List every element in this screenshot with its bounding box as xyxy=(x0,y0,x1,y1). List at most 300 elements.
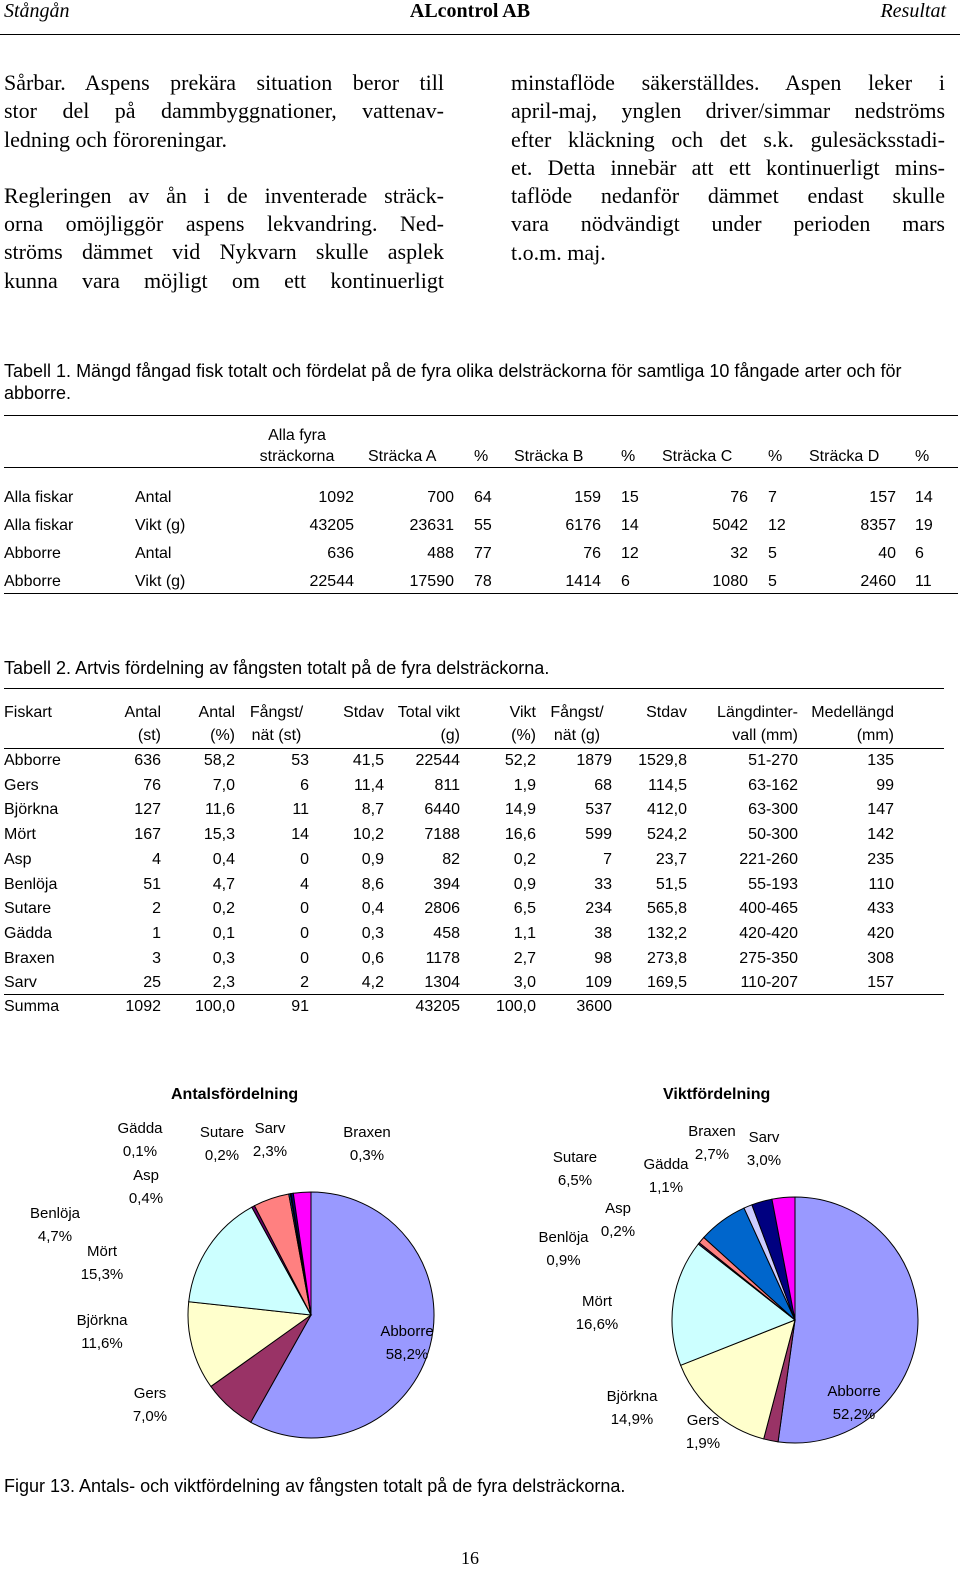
text-line: et. Detta innebär att ett kontinuerligt mins- xyxy=(511,154,945,180)
table-cell: 91 xyxy=(291,998,309,1015)
table-cell: 76 xyxy=(143,776,161,794)
table-cell: 76 xyxy=(583,545,601,562)
table-cell: 1178 xyxy=(425,949,460,967)
header-line: sträckorna xyxy=(259,448,335,465)
pie-label-value: 1,9% xyxy=(685,1435,721,1452)
pie-label-name: Sutare xyxy=(199,1124,245,1141)
header-line: Medellängd xyxy=(811,704,894,721)
text-line: taflöde nedanför dämmet endast skulle xyxy=(511,183,945,209)
table-row xyxy=(4,748,944,773)
table-cell: Alla fiskar xyxy=(4,517,74,534)
table-cell: 4,2 xyxy=(361,974,384,992)
table-row xyxy=(4,541,958,567)
pie-label-name: Asp xyxy=(605,1200,631,1217)
table2-header-cell xyxy=(84,701,161,747)
table-cell: 76 xyxy=(730,489,748,506)
table-cell: 6 xyxy=(621,573,630,590)
table-cell: 6176 xyxy=(565,517,601,534)
table-row xyxy=(4,946,944,971)
table-cell: Abborre xyxy=(4,752,61,769)
table-cell: 98 xyxy=(594,949,612,967)
table-cell: 1 xyxy=(152,924,161,942)
table-cell: 14 xyxy=(291,826,309,844)
table-cell: 33 xyxy=(594,875,612,893)
table-cell: 6440 xyxy=(424,801,460,819)
table-cell: 2 xyxy=(152,900,161,918)
table-cell: 0 xyxy=(300,924,309,942)
table-cell: Braxen xyxy=(4,949,55,967)
table1-header-c: Sträcka C xyxy=(662,448,733,465)
table-cell: 0,2 xyxy=(212,900,235,918)
table-cell: 99 xyxy=(876,776,894,794)
table1-header-pct-a: % xyxy=(474,448,489,465)
table2-header-cell xyxy=(616,701,687,747)
table-cell: 234 xyxy=(585,900,612,918)
table-cell: Björkna xyxy=(4,801,59,819)
table-cell: 6,5 xyxy=(513,900,536,918)
pie-label-value: 0,2% xyxy=(204,1147,240,1164)
table-cell: 0 xyxy=(300,850,309,868)
table-cell: 0,9 xyxy=(513,875,536,893)
table-cell: 565,8 xyxy=(646,900,687,918)
text-line: minstaflöde säkerställdes. Aspen leker i xyxy=(511,70,945,95)
header-line: (mm) xyxy=(856,727,894,744)
pie-label xyxy=(367,1320,447,1366)
table-cell: 43205 xyxy=(309,517,354,534)
table-cell: 420 xyxy=(867,924,894,942)
pie-label xyxy=(535,1146,615,1192)
pie-label-name: Sarv xyxy=(254,1120,286,1137)
header-line: Fångst/ xyxy=(249,704,304,721)
table-cell: 135 xyxy=(867,752,894,769)
table-cell: 55-193 xyxy=(748,875,798,893)
table-cell: Abborre xyxy=(4,545,61,562)
table-rule xyxy=(4,415,958,416)
header-line: nät (g) xyxy=(553,727,601,744)
table-rule xyxy=(4,467,958,468)
table1-header-pct-d: % xyxy=(915,448,930,465)
table-cell: 0,6 xyxy=(361,949,384,967)
pie-label-value: 0,4% xyxy=(128,1190,164,1207)
table-cell: 169,5 xyxy=(646,974,687,992)
table-cell: Antal xyxy=(135,489,172,506)
pie-label xyxy=(100,1117,180,1163)
pie-label xyxy=(734,1126,794,1172)
table-cell: 275-350 xyxy=(739,949,798,967)
table-cell: Summa xyxy=(4,998,60,1015)
pie-label-name: Abborre xyxy=(380,1323,434,1340)
table-cell: 221-260 xyxy=(739,850,798,868)
header-line: (%) xyxy=(210,727,235,744)
pie-label-name: Björkna xyxy=(606,1388,658,1405)
table-cell: 488 xyxy=(427,545,454,562)
header-center: ALcontrol AB xyxy=(409,0,531,22)
table-cell: Sarv xyxy=(4,974,37,992)
table2-caption xyxy=(4,657,949,679)
table2-header-cell xyxy=(694,701,798,747)
table1-header-b: Sträcka B xyxy=(514,448,584,465)
table-cell: 12 xyxy=(621,545,639,562)
table-cell: 22544 xyxy=(309,573,354,590)
paragraph-gap xyxy=(4,154,444,182)
table-cell: 110-207 xyxy=(740,974,798,992)
table1-header-pct-c: % xyxy=(768,448,783,465)
table-cell: 1092 xyxy=(125,998,161,1015)
table-cell: 1304 xyxy=(424,974,460,992)
table-cell: 16,6 xyxy=(504,826,536,844)
pie-label-name: Abborre xyxy=(827,1383,881,1400)
table-row xyxy=(4,994,944,1019)
pie-label xyxy=(106,1164,186,1210)
table-cell: 51,5 xyxy=(655,875,687,893)
table-cell: 0,3 xyxy=(212,949,235,967)
table-cell: 1529,8 xyxy=(638,752,687,769)
table2-caption-label: Tabell 2. xyxy=(4,658,72,678)
table-cell: 2806 xyxy=(424,900,460,918)
table1-header-d: Sträcka D xyxy=(809,448,880,465)
body-text-left-column xyxy=(4,69,444,295)
table-cell: 5 xyxy=(768,545,777,562)
pie-label-name: Gers xyxy=(686,1412,720,1429)
table-cell: 1080 xyxy=(712,573,748,590)
table-cell: 12 xyxy=(768,517,786,534)
text-line: Regleringen av ån i de inventerade sträck- xyxy=(4,182,444,208)
table-cell: 394 xyxy=(433,875,460,893)
header-line: Längdinter- xyxy=(717,704,798,721)
pie-label-name: Mört xyxy=(87,1243,117,1260)
table-cell: 17590 xyxy=(409,573,454,590)
table-cell: 0,2 xyxy=(513,850,536,868)
pie-label xyxy=(62,1309,142,1355)
table-cell: 55 xyxy=(474,517,492,534)
table-cell: 0,1 xyxy=(212,924,235,942)
header-line: Fångst/ xyxy=(550,704,604,721)
table-cell: 14,9 xyxy=(504,801,536,819)
text-line: vara nödvändigt under perioden mars xyxy=(511,211,945,237)
pie-label-value: 0,1% xyxy=(122,1143,158,1160)
table-cell: 0,4 xyxy=(212,850,235,868)
table-row xyxy=(4,970,944,995)
pie-label-name: Asp xyxy=(133,1167,159,1184)
pie-label xyxy=(663,1409,743,1455)
table-cell: Gers xyxy=(4,776,39,794)
table-cell: 3600 xyxy=(576,998,612,1015)
table-row xyxy=(4,773,944,798)
pie-label-name: Björkna xyxy=(76,1312,128,1329)
table-cell: Vikt (g) xyxy=(135,573,186,590)
table-cell: 6 xyxy=(300,776,309,794)
pie-label-value: 1,1% xyxy=(648,1179,684,1196)
table-cell: 7,0 xyxy=(212,776,235,794)
table-cell: 58,2 xyxy=(203,752,235,769)
table-cell: 51 xyxy=(143,875,161,893)
table2-header-cell xyxy=(542,701,612,747)
header-line: vall (mm) xyxy=(732,727,798,744)
table-cell: 77 xyxy=(474,545,492,562)
table-cell: 114,5 xyxy=(648,776,687,794)
table-cell: 8,7 xyxy=(361,801,384,819)
table-cell: 0,3 xyxy=(361,924,384,942)
pie1-title: Antalsfördelning xyxy=(171,1086,299,1103)
text-line: kunna vara möjligt om ett kontinuerligt xyxy=(4,267,444,293)
table-cell: 2,3 xyxy=(212,974,235,992)
table-cell: 235 xyxy=(867,850,894,868)
table-cell: 0,4 xyxy=(361,900,384,918)
table1-header-all xyxy=(247,425,347,467)
pie-label xyxy=(15,1202,95,1248)
table-row xyxy=(4,822,944,847)
table-cell: 636 xyxy=(134,752,161,769)
header-line: Stdav xyxy=(343,704,384,721)
table-cell: 50-300 xyxy=(748,826,798,844)
table-cell: 308 xyxy=(867,949,894,967)
pie-label-value: 4,7% xyxy=(37,1228,73,1245)
pie-label-value: 0,9% xyxy=(546,1252,581,1269)
pie2-title: Viktfördelning xyxy=(663,1086,771,1103)
pie-label-name: Mört xyxy=(582,1293,612,1310)
table-cell: 6 xyxy=(915,545,924,562)
table-cell: 0 xyxy=(300,900,309,918)
table-cell: 1879 xyxy=(576,752,612,769)
table-cell: 51-270 xyxy=(748,752,798,769)
table-cell: 0 xyxy=(300,949,309,967)
table1-caption-label: Tabell 1. xyxy=(4,361,72,381)
table-cell: 43205 xyxy=(415,998,460,1015)
table-cell: 63-300 xyxy=(748,801,798,819)
table-cell: 157 xyxy=(867,974,894,992)
table-cell: Abborre xyxy=(4,573,61,590)
pie-label-value: 58,2% xyxy=(385,1346,429,1363)
table-cell: 11 xyxy=(915,573,932,590)
pie-label-value: 7,0% xyxy=(132,1408,168,1425)
table-cell: Benlöja xyxy=(4,875,58,893)
table-cell: 100,0 xyxy=(194,998,235,1015)
text-line: Sårbar. Aspens prekära situation beror till xyxy=(4,70,444,95)
table-rule xyxy=(4,593,958,594)
table-cell: 25 xyxy=(143,974,161,992)
table-cell: 32 xyxy=(730,545,748,562)
table-cell: 63-162 xyxy=(748,776,798,794)
table-cell: 64 xyxy=(474,489,492,506)
table-cell: 3 xyxy=(152,949,161,967)
table-cell: 636 xyxy=(327,545,354,562)
table-cell: 2 xyxy=(300,974,309,992)
pie-label-name: Braxen xyxy=(688,1123,736,1140)
table-cell: 2,7 xyxy=(513,949,536,967)
pie-chart-vikt xyxy=(0,0,1,1)
table-cell: 7 xyxy=(603,850,612,868)
table-cell: 100,0 xyxy=(495,998,536,1015)
pie-label-value: 16,6% xyxy=(575,1316,619,1333)
table-cell: 8357 xyxy=(860,517,896,534)
table1-header-pct-b: % xyxy=(621,448,636,465)
header-line: Stdav xyxy=(646,704,687,721)
table-cell: 599 xyxy=(585,826,612,844)
table-cell: 412,0 xyxy=(646,801,687,819)
pie-label-value: 0,2% xyxy=(600,1223,636,1240)
table-cell: 41,5 xyxy=(352,752,384,769)
table-cell: 4 xyxy=(300,875,309,893)
table-cell: Mört xyxy=(4,826,36,844)
table-cell: 147 xyxy=(867,801,894,819)
text-line: ledning och föroreningar. xyxy=(4,126,227,152)
header-line: Antal xyxy=(124,704,161,721)
pie-label-name: Gers xyxy=(133,1385,167,1402)
table2-header-cell xyxy=(804,701,894,747)
table-cell: 11 xyxy=(292,801,309,819)
table-cell: 53 xyxy=(291,752,309,769)
pie-label-value: 2,3% xyxy=(252,1143,288,1160)
pie-label-name: Benlöja xyxy=(29,1205,81,1222)
table-cell: Antal xyxy=(135,545,172,562)
table-row xyxy=(4,569,958,595)
table-cell: 1414 xyxy=(565,573,601,590)
table-cell: 40 xyxy=(878,545,896,562)
table-cell: 14 xyxy=(915,489,933,506)
table1-caption xyxy=(4,360,949,404)
pie-label-value: 11,6% xyxy=(81,1335,123,1352)
header-line: Antal xyxy=(198,704,235,721)
table-cell: 19 xyxy=(915,517,933,534)
header-line: (st) xyxy=(137,727,161,744)
table2-header-cell xyxy=(462,701,536,747)
table-rule xyxy=(4,688,944,689)
table-cell: 524,2 xyxy=(646,826,687,844)
table-cell: 23,7 xyxy=(655,850,687,868)
table2-header-cell xyxy=(312,701,384,747)
table-cell: 127 xyxy=(134,801,161,819)
table1-header-a: Sträcka A xyxy=(368,448,437,465)
table-cell: Vikt (g) xyxy=(135,517,186,534)
table-row xyxy=(4,485,958,511)
table-cell: Alla fiskar xyxy=(4,489,74,506)
text-line: t.o.m. maj. xyxy=(511,239,606,265)
text-line: ströms dämmet vid Nykvarn skulle asplek xyxy=(4,239,444,265)
table-cell: 0,9 xyxy=(361,850,384,868)
table-cell: 14 xyxy=(621,517,639,534)
pie-label xyxy=(557,1290,637,1336)
table-cell: 7 xyxy=(768,489,777,506)
table-cell: Gädda xyxy=(4,924,53,942)
table-cell: 109 xyxy=(585,974,612,992)
pie-label xyxy=(110,1382,190,1428)
table-cell: 11,6 xyxy=(205,801,235,819)
table-cell: Asp xyxy=(4,850,32,868)
header-line: (%) xyxy=(511,727,536,744)
table-rule xyxy=(4,994,944,995)
table-cell: 5042 xyxy=(712,517,748,534)
table-cell: 78 xyxy=(474,573,492,590)
pie-label xyxy=(240,1117,300,1163)
table-cell: 537 xyxy=(585,801,612,819)
table-cell: 811 xyxy=(434,776,460,794)
table-cell: 458 xyxy=(433,924,460,942)
table-cell: 400-465 xyxy=(739,900,798,918)
pie-label xyxy=(327,1121,407,1167)
table-cell: 4 xyxy=(152,850,161,868)
figure-caption: Figur 13. Antals- och viktfördelning av fångsten totalt på de fyra delsträckorna. xyxy=(4,1476,626,1496)
table-cell: 10,2 xyxy=(352,826,384,844)
table-cell: 420-420 xyxy=(739,924,798,942)
table-cell: 1092 xyxy=(318,489,354,506)
table-cell: 4,7 xyxy=(212,875,235,893)
pie-label-name: Sarv xyxy=(748,1129,780,1146)
header-line xyxy=(616,724,687,747)
table-row xyxy=(4,513,958,539)
text-line: efter kläckning och det s.k. gulesäcksstadi- xyxy=(511,126,945,152)
table-cell: 11,4 xyxy=(354,776,384,794)
table-row xyxy=(4,847,944,872)
table-row xyxy=(4,896,944,921)
table1-caption-text: Mängd fångad fisk totalt och fördelat på de fyra olika delsträckorna för samtliga 10 fångade arter och för abborre. xyxy=(4,361,902,403)
pie-label-name: Sutare xyxy=(552,1149,598,1166)
pie-label-name: Braxen xyxy=(343,1124,391,1141)
table-cell: 15 xyxy=(621,489,639,506)
pie-label xyxy=(592,1385,672,1431)
header-line: Alla fyra xyxy=(268,427,326,444)
table-cell: 23631 xyxy=(409,517,454,534)
pie-label-name: Gädda xyxy=(643,1156,689,1173)
table2-header-cell xyxy=(244,701,309,747)
table-cell: 68 xyxy=(594,776,612,794)
table2-caption-text: Artvis fördelning av fångsten totalt på de fyra delsträckorna. xyxy=(75,658,550,678)
pie-label-name: Benlöja xyxy=(538,1229,589,1246)
table-cell: 132,2 xyxy=(646,924,687,942)
table-cell: 1,1 xyxy=(513,924,536,942)
page-header xyxy=(0,0,960,35)
header-line: (g) xyxy=(440,727,460,744)
pie-label xyxy=(526,1226,601,1272)
table-row xyxy=(4,872,944,897)
table-cell: 142 xyxy=(867,826,894,844)
table-cell: 110 xyxy=(868,875,894,893)
table-cell: 157 xyxy=(869,489,896,506)
table-cell: 38 xyxy=(594,924,612,942)
text-line: stor del på dammbyggnationer, vattenav- xyxy=(4,98,444,124)
header-left: Stångån xyxy=(4,0,70,22)
table2-header-cell xyxy=(164,701,235,747)
table-cell: 159 xyxy=(574,489,601,506)
table-cell: 3,0 xyxy=(513,974,536,992)
pie-label-value: 0,3% xyxy=(349,1147,385,1164)
table-cell: 700 xyxy=(427,489,454,506)
text-line: april-maj, ynglen driver/simmar nedströms xyxy=(511,98,945,124)
pie-label-value: 15,3% xyxy=(80,1266,124,1283)
table-cell: 1,9 xyxy=(513,776,536,794)
table-cell: 2460 xyxy=(860,573,896,590)
table-cell: Sutare xyxy=(4,900,52,918)
header-line xyxy=(312,724,384,747)
table-cell: 167 xyxy=(134,826,161,844)
table-cell: 433 xyxy=(867,900,894,918)
table-cell: 52,2 xyxy=(504,752,536,769)
pie-label-value: 6,5% xyxy=(557,1172,593,1189)
header-line: nät (st) xyxy=(251,727,302,744)
body-text-right-column xyxy=(511,69,945,267)
pie-label-value: 14,9% xyxy=(610,1411,654,1428)
table-cell: 5 xyxy=(768,573,777,590)
header-line: Vikt xyxy=(509,704,536,721)
table-cell: 273,8 xyxy=(646,949,687,967)
pie-label-value: 52,2% xyxy=(832,1406,876,1423)
page-number: 16 xyxy=(461,1548,479,1568)
table-cell: 7188 xyxy=(424,826,460,844)
table-cell: 82 xyxy=(442,850,460,868)
pie-label-value: 2,7% xyxy=(694,1146,730,1163)
header-right: Resultat xyxy=(880,0,946,22)
header-line: Total vikt xyxy=(397,704,460,721)
pie-label-name: Gädda xyxy=(117,1120,163,1137)
